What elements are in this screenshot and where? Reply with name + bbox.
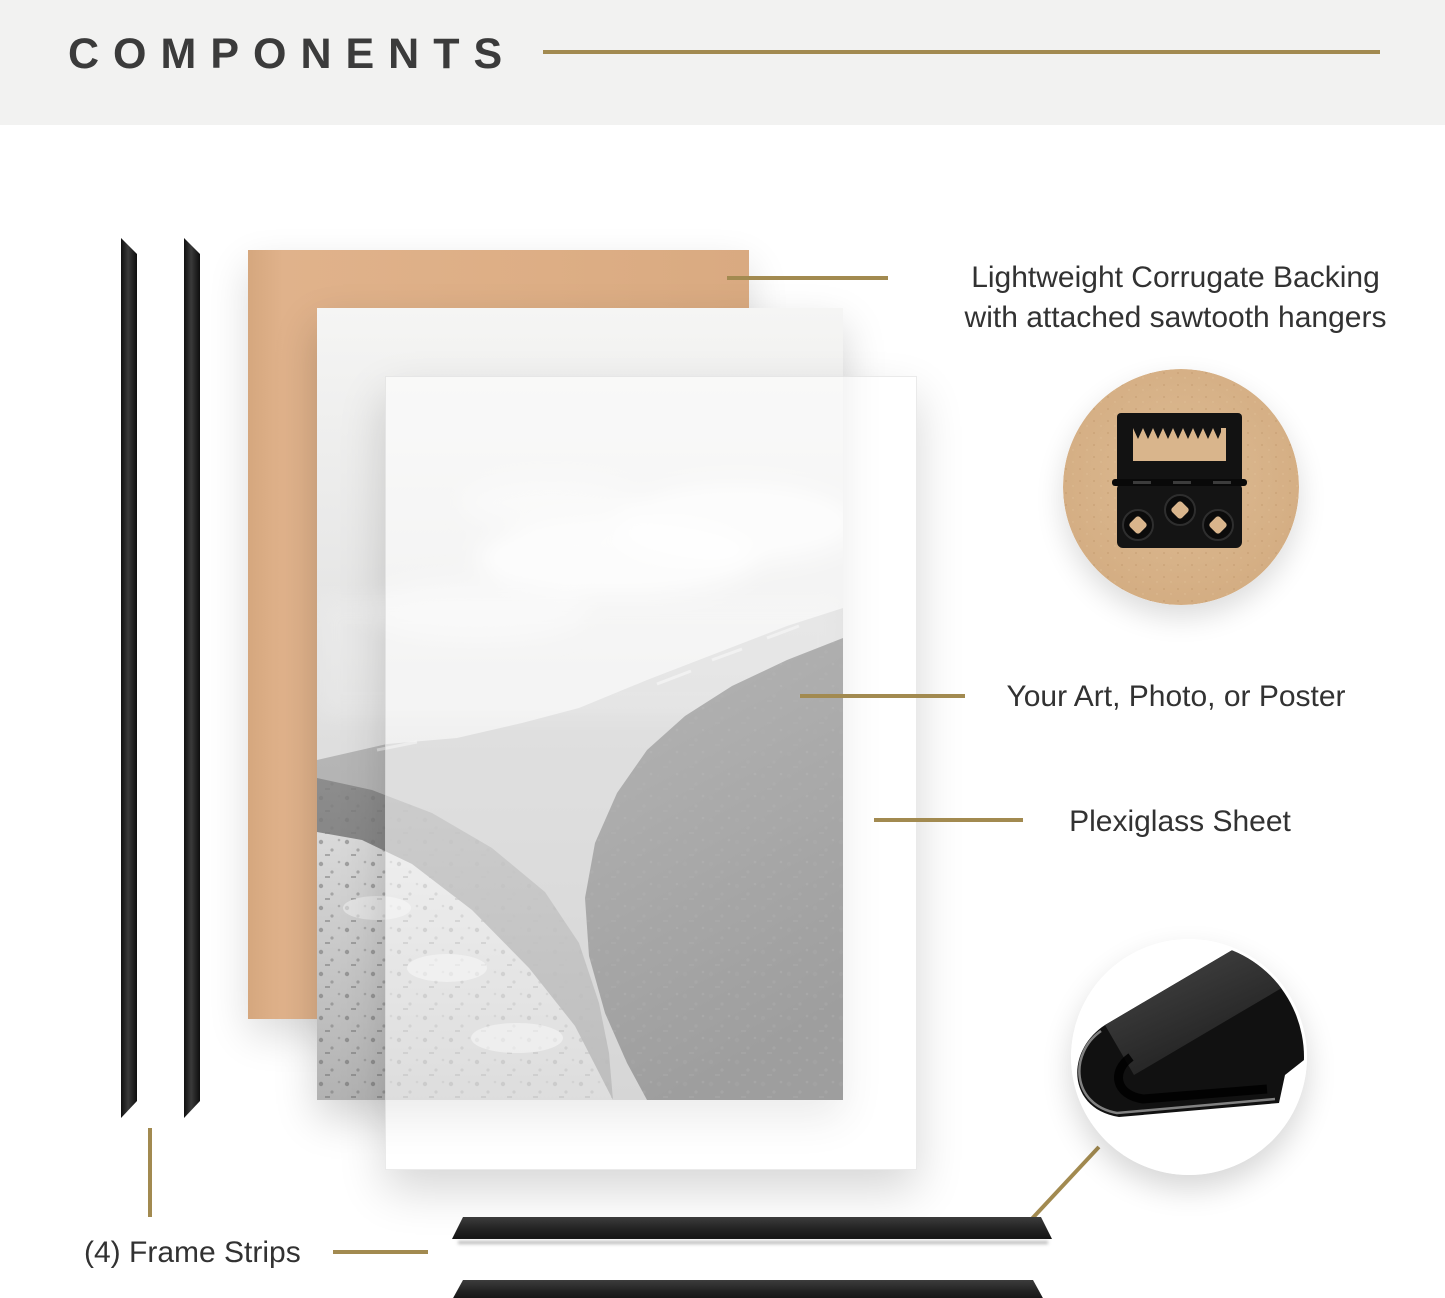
frame-strip-profile-detail-photo <box>1071 939 1307 1175</box>
callout-line-frame-strips <box>333 1250 428 1254</box>
frame-strip-channel-icon <box>1071 939 1307 1175</box>
callout-line-frame-strips-vertical <box>148 1128 152 1217</box>
label-plexiglass: Plexiglass Sheet <box>1069 805 1291 838</box>
horizontal-frame-strip-1 <box>452 1217 1052 1239</box>
label-backing-line1: Lightweight Corrugate Backing <box>971 261 1380 294</box>
vertical-frame-strip-1 <box>121 238 137 1118</box>
sawtooth-hanger-detail-photo <box>1063 369 1299 605</box>
horizontal-frame-strip-2 <box>452 1280 1044 1298</box>
page-title: COMPONENTS <box>68 30 517 78</box>
callout-line-backing <box>727 276 888 280</box>
vertical-frame-strip-2 <box>184 238 200 1118</box>
label-art: Your Art, Photo, or Poster <box>1006 680 1346 713</box>
label-frame-strips: (4) Frame Strips <box>84 1236 301 1269</box>
sawtooth-hanger-icon <box>1063 369 1299 605</box>
label-backing-line2: with attached sawtooth hangers <box>964 301 1387 334</box>
header-rule <box>543 50 1380 54</box>
plexiglass-sheet <box>385 376 917 1170</box>
callout-line-profile-diagonal <box>1027 1146 1101 1225</box>
label-backing <box>948 258 1403 338</box>
frame-strip-shadow <box>458 1241 1048 1244</box>
callout-line-art <box>800 694 965 698</box>
